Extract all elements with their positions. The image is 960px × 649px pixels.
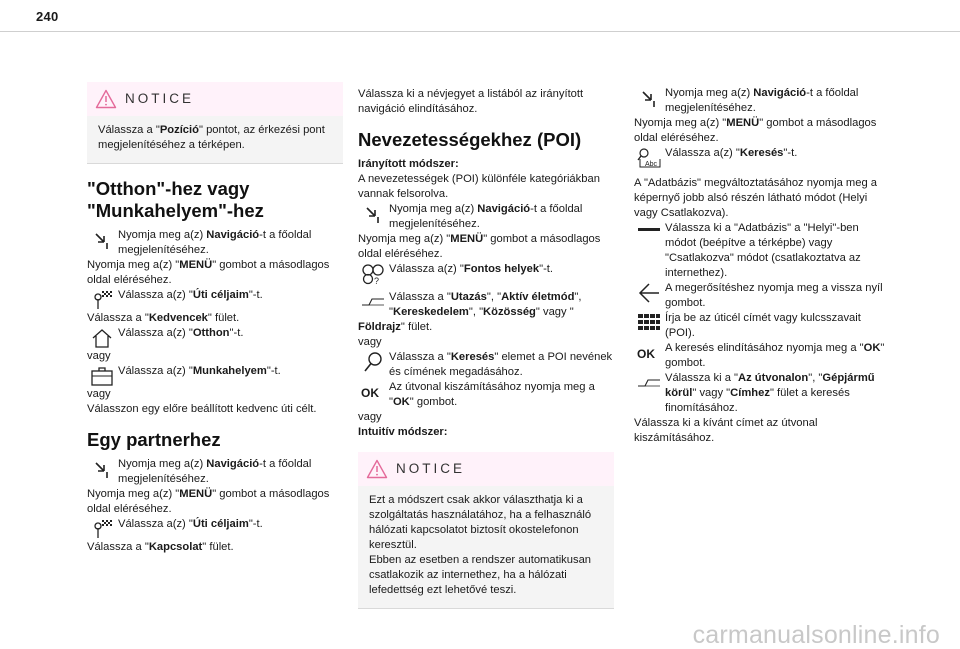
grid-keyboard-icon — [637, 312, 661, 334]
step-ok: OK Az útvonal kiszámításához nyomja meg a "OK" gombot. — [361, 381, 595, 408]
step-confirm: A megerősítéshez nyomja meg a vissza nyíl gombot. — [634, 281, 890, 311]
text-contact-tab: Válassza a "Kapcsolat" fület. — [87, 541, 234, 553]
notice-title: NOTICE — [125, 91, 195, 106]
step-destinations: Válassza a(z) "Úti céljaim"-t. — [87, 517, 343, 532]
abc-keyboard-icon — [637, 147, 661, 169]
home-icon — [90, 327, 114, 349]
notice-header — [87, 82, 343, 116]
text-or: vagy — [358, 411, 382, 423]
text-preset: Válasszon egy előre beállított kedvenc úti célt. — [87, 403, 317, 415]
top-rule — [0, 31, 960, 32]
navigation-arrow-icon — [637, 87, 661, 109]
page-number: 240 — [36, 9, 59, 24]
text-choose-address: Válassza ki a kívánt címet az útvonal kiszámításához. — [634, 417, 818, 444]
text-menu: Nyomja meg a(z) "MENÜ" gombot a másodlagos oldal eléréséhez. — [87, 488, 330, 515]
navigation-arrow-icon — [361, 203, 385, 225]
tab-icon — [637, 372, 661, 394]
text-database: A "Adatbázis" megváltoztatásához nyomja meg a képernyő jobb alsó részén látható módot (Helyi vagy Csatlakozva). — [634, 177, 878, 219]
abc-label: Abc — [645, 161, 658, 168]
navigation-arrow-icon — [90, 458, 114, 480]
navigation-arrow-icon — [90, 229, 114, 251]
step-keywords: Írja be az úticél címét vagy kulcsszavait (POI). — [634, 311, 890, 341]
bar-icon — [637, 222, 661, 244]
tab-icon — [361, 291, 385, 313]
notice-title: NOTICE — [396, 461, 466, 476]
heading-contact: Egy partnerhez — [87, 429, 221, 450]
text-or: vagy — [358, 336, 382, 348]
destination-flag-icon — [90, 518, 114, 540]
ok-icon: OK — [637, 347, 655, 361]
text-poi-intro: A nevezetességek (POI) különféle kategóriákban vannak felsorolva. — [358, 173, 600, 200]
text-intro: Válassza ki a névjegyet a listából az irányított navigáció elindításához. — [358, 88, 584, 115]
step-poi: ? Válassza a(z) "Fontos helyek"-t. — [358, 262, 614, 286]
notice-body: Válassza a "Pozíció" pontot, az érkezési pont megjelenítéséhez a térképen. — [98, 124, 325, 151]
watermark: carmanualsonline.info — [692, 621, 940, 649]
text-guided-method: Irányított módszer: — [358, 158, 459, 170]
step-destinations: Válassza a(z) "Úti céljaim"-t. — [87, 288, 343, 303]
step-navigation: Nyomja meg a(z) Navigáció-t a főoldal megjelenítéséhez. — [358, 202, 614, 232]
notice-box — [87, 82, 343, 164]
step-work: Válassza a(z) "Munkahelyem"-t. — [87, 364, 343, 379]
magnifier-icon — [361, 351, 385, 373]
text-favorites: Válassza a "Kedvencek" fület. — [87, 312, 240, 324]
notice-body: Ezt a módszert csak akkor választhatja ki a szolgáltatás használatához, ha a felhasználó hálózati kapcsolatot biztosít okostelefonon keresztül. Ebben az esetben a rendszer automatikusan csatlakozik az internethez, ha a hálózati lefedettség ezt lehetővé teszi. — [369, 494, 592, 596]
back-arrow-icon — [637, 282, 661, 304]
step-ok: OK A keresés elindításához nyomja meg a "OK" gombot. — [637, 342, 885, 369]
column-2 — [358, 87, 614, 623]
notice-box — [358, 452, 614, 609]
text-geography: Földrajz" fület. — [358, 321, 433, 333]
column-3 — [634, 86, 890, 446]
step-navigation: Nyomja meg a(z) Navigáció-t a főoldal megjelenítéséhez. — [87, 457, 343, 487]
warning-triangle-icon — [95, 89, 117, 109]
text-or: vagy — [87, 350, 111, 362]
column-1 — [87, 82, 343, 555]
points-of-interest-icon — [361, 263, 385, 285]
ok-icon: OK — [361, 386, 379, 400]
briefcase-icon — [90, 365, 114, 387]
step-navigation: Nyomja meg a(z) Navigáció-t a főoldal megjelenítéséhez. — [634, 86, 890, 116]
text-menu: Nyomja meg a(z) "MENÜ" gombot a másodlagos oldal eléréséhez. — [87, 259, 330, 286]
step-home: Válassza a(z) "Otthon"-t. — [87, 326, 343, 341]
svg-text:?: ? — [374, 276, 380, 285]
heading-home-work: "Otthon"-hez vagy "Munkahelyem"-hez — [87, 178, 264, 221]
text-menu: Nyomja meg a(z) "MENÜ" gombot a másodlagos oldal eléréséhez. — [358, 233, 601, 260]
step-route-tabs: Válassza ki a "Az útvonalon", "Gépjármű körül" vagy "Címhez" fület a keresés finomításához. — [634, 371, 890, 416]
text-menu: Nyomja meg a(z) "MENÜ" gombot a másodlagos oldal eléréséhez. — [634, 117, 877, 144]
step-search: Válassza a "Keresés" elemet a POI nevének és címének megadásához. — [358, 350, 614, 380]
destination-flag-icon — [90, 289, 114, 311]
notice-header — [358, 452, 614, 486]
step-search: Abc Válassza a(z) "Keresés"-t. — [634, 146, 890, 168]
step-navigation: Nyomja meg a(z) Navigáció-t a főoldal megjelenítéséhez. — [87, 228, 343, 258]
step-category-tabs: Válassza a "Utazás", "Aktív életmód", "Kereskedelem", "Közösség" vagy " — [358, 290, 614, 320]
text-or: vagy — [87, 388, 111, 400]
warning-triangle-icon — [366, 459, 388, 479]
heading-poi: Nevezetességekhez (POI) — [358, 129, 582, 150]
text-intuitive-method: Intuitív módszer: — [358, 426, 448, 438]
step-local-mode: Válassza ki a "Adatbázis" a "Helyi"-ben módot (beépítve a térképbe) vagy "Csatlakozva" módot (csatlakoztatva az internethez). — [634, 221, 890, 281]
